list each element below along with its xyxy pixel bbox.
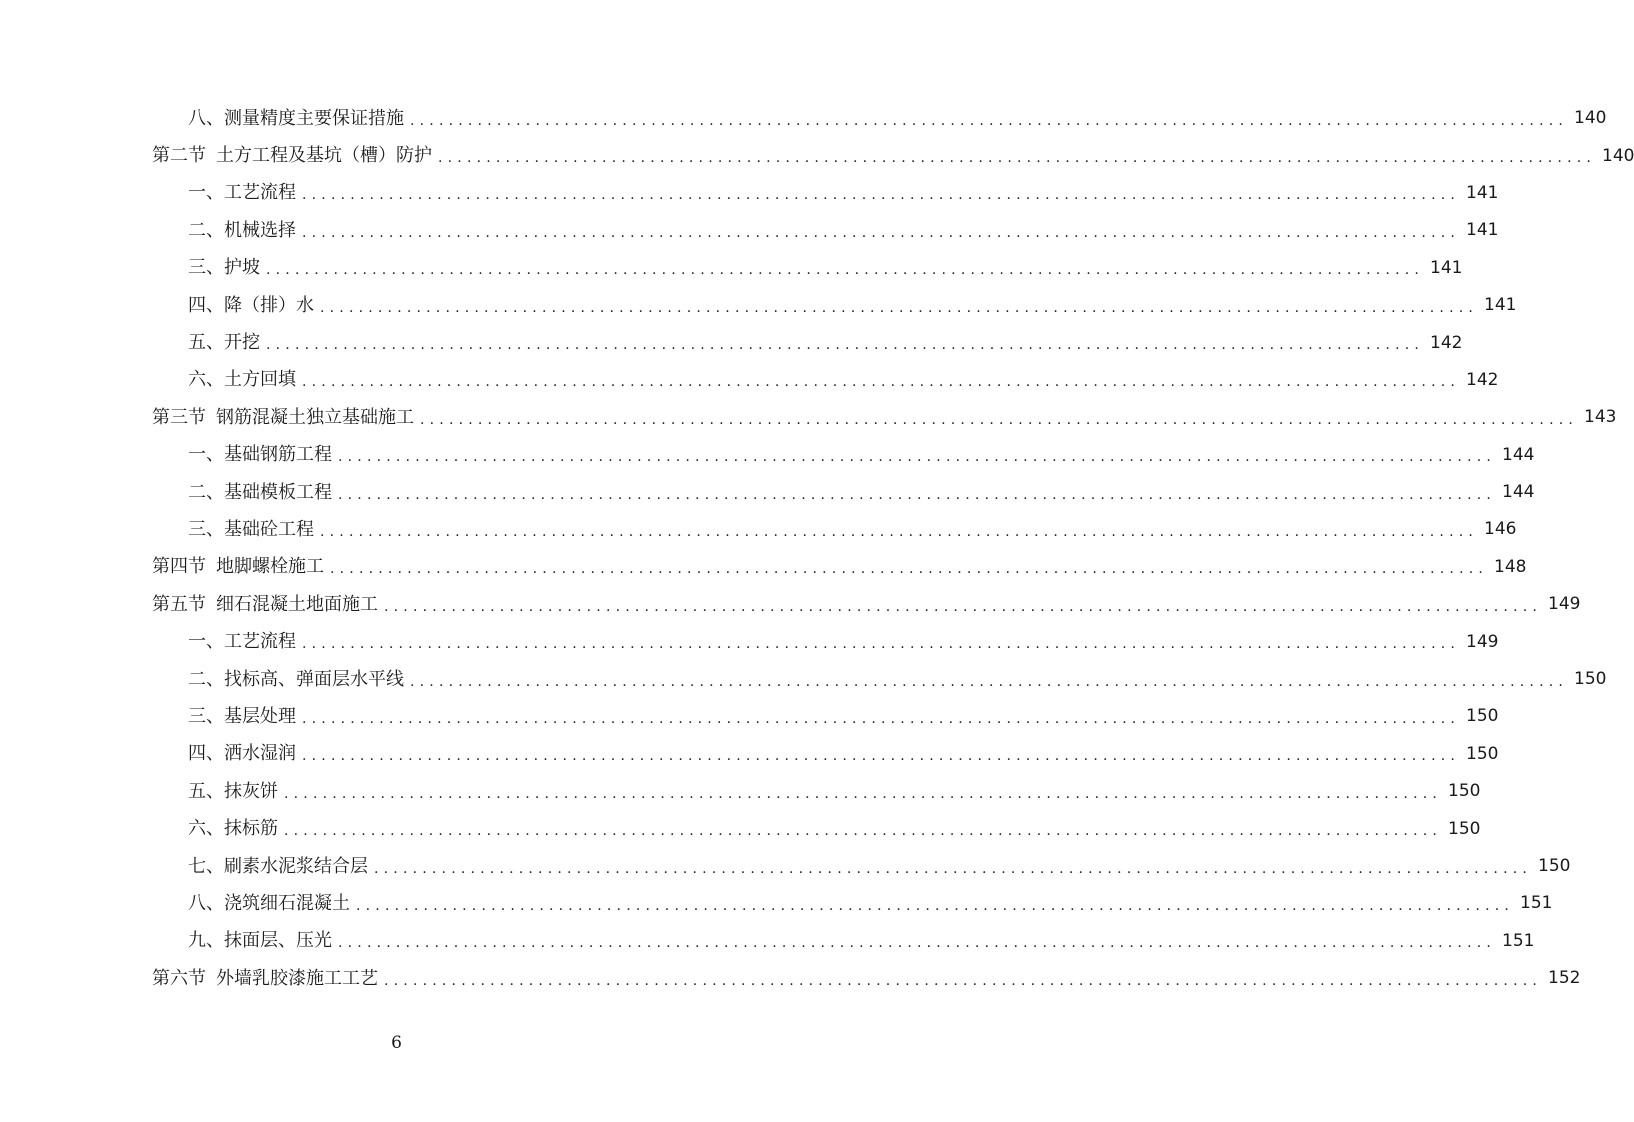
toc-dot-leader: ........................................................................................................................ bbox=[330, 561, 1489, 578]
toc-page-number: 141 bbox=[1430, 257, 1463, 278]
toc-entry-title bbox=[188, 820, 278, 838]
toc-entry-title bbox=[188, 446, 332, 464]
table-of-contents bbox=[0, 100, 1634, 997]
toc-subsection-entry[interactable] bbox=[0, 175, 1499, 212]
toc-page-number: 152 bbox=[1548, 968, 1581, 989]
toc-subsection-entry[interactable] bbox=[0, 661, 1607, 698]
toc-entry-label: 五、抹灰饼 bbox=[188, 780, 278, 802]
toc-dot-leader: ........................................................................................................................ bbox=[384, 598, 1543, 615]
toc-section-entry[interactable] bbox=[0, 586, 1581, 623]
toc-subsection-entry[interactable] bbox=[0, 848, 1571, 885]
toc-entry-title bbox=[188, 892, 350, 914]
toc-entry-label: 钢筋混凝土独立基础施工 bbox=[216, 406, 414, 428]
toc-subsection-entry[interactable] bbox=[0, 287, 1517, 324]
toc-dot-leader: ........................................................................................................................ bbox=[420, 411, 1579, 428]
toc-entry-title bbox=[188, 518, 314, 540]
toc-dot-leader: ........................................................................................................................ bbox=[266, 262, 1425, 279]
toc-dot-leader: ........................................................................................................................ bbox=[338, 486, 1497, 503]
toc-section-entry[interactable] bbox=[0, 960, 1581, 997]
toc-entry-label: 三、护坡 bbox=[188, 257, 260, 279]
toc-subsection-entry[interactable] bbox=[0, 923, 1535, 960]
toc-page-number: 149 bbox=[1548, 594, 1581, 615]
toc-entry-title bbox=[188, 294, 314, 316]
toc-entry-title bbox=[188, 481, 332, 503]
toc-page-number: 148 bbox=[1494, 556, 1527, 577]
toc-entry-title bbox=[188, 633, 296, 651]
toc-page-number: 140 bbox=[1574, 108, 1607, 129]
page-number: 6 bbox=[391, 1033, 402, 1053]
toc-page-number: 144 bbox=[1502, 444, 1535, 465]
toc-dot-leader: ........................................................................................................................ bbox=[302, 710, 1461, 727]
toc-entry-title bbox=[188, 668, 404, 690]
toc-section-number: 第二节 bbox=[152, 145, 206, 167]
toc-entry-label: 土方工程及基坑（槽）防护 bbox=[216, 145, 432, 167]
toc-page-number: 151 bbox=[1502, 930, 1535, 951]
toc-subsection-entry[interactable] bbox=[0, 885, 1553, 922]
toc-entry-title bbox=[152, 558, 324, 576]
toc-dot-leader: ........................................................................................................................ bbox=[384, 972, 1543, 989]
toc-entry-title bbox=[152, 593, 378, 615]
toc-page-number: 150 bbox=[1448, 818, 1481, 839]
toc-subsection-entry[interactable] bbox=[0, 511, 1517, 548]
toc-entry-title bbox=[188, 259, 260, 277]
toc-entry-title bbox=[188, 705, 296, 727]
toc-entry-label: 九、抹面层、压光 bbox=[188, 930, 332, 952]
toc-page-number: 144 bbox=[1502, 482, 1535, 503]
toc-entry-label: 七、刷素水泥浆结合层 bbox=[188, 855, 368, 877]
toc-subsection-entry[interactable] bbox=[0, 100, 1607, 137]
toc-page-number: 149 bbox=[1466, 631, 1499, 652]
toc-entry-label: 三、基础砼工程 bbox=[188, 518, 314, 540]
toc-dot-leader: ........................................................................................................................ bbox=[374, 860, 1533, 877]
toc-page-number: 150 bbox=[1448, 781, 1481, 802]
toc-dot-leader: ........................................................................................................................ bbox=[410, 673, 1569, 690]
toc-entry-label: 地脚螺栓施工 bbox=[216, 556, 324, 578]
toc-page-number: 142 bbox=[1430, 332, 1463, 353]
toc-entry-title bbox=[188, 107, 404, 129]
toc-entry-title bbox=[152, 406, 414, 428]
toc-entry-label: 八、测量精度主要保证措施 bbox=[188, 107, 404, 129]
toc-entry-title bbox=[188, 932, 332, 950]
toc-entry-title bbox=[188, 334, 260, 352]
toc-subsection-entry[interactable] bbox=[0, 324, 1463, 361]
toc-page-number: 141 bbox=[1466, 220, 1499, 241]
toc-entry-label: 外墙乳胶漆施工工艺 bbox=[216, 967, 378, 989]
toc-entry-label: 二、基础模板工程 bbox=[188, 481, 332, 503]
toc-page-number: 150 bbox=[1466, 743, 1499, 764]
toc-dot-leader: ........................................................................................................................ bbox=[302, 187, 1461, 204]
toc-section-number: 第三节 bbox=[152, 406, 206, 428]
toc-entry-label: 三、基层处理 bbox=[188, 705, 296, 727]
toc-dot-leader: ........................................................................................................................ bbox=[266, 337, 1425, 354]
toc-page-number: 146 bbox=[1484, 519, 1517, 540]
toc-entry-label: 六、抹标筋 bbox=[188, 818, 278, 840]
toc-subsection-entry[interactable] bbox=[0, 362, 1499, 399]
toc-entry-label: 四、降（排）水 bbox=[188, 294, 314, 316]
toc-dot-leader: ........................................................................................................................ bbox=[302, 636, 1461, 653]
toc-subsection-entry[interactable] bbox=[0, 698, 1499, 735]
toc-entry-label: 细石混凝土地面施工 bbox=[216, 593, 378, 615]
toc-dot-leader: ........................................................................................................................ bbox=[338, 449, 1497, 466]
toc-page-number: 140 bbox=[1602, 145, 1634, 166]
toc-page-number: 143 bbox=[1584, 407, 1617, 428]
toc-dot-leader: ........................................................................................................................ bbox=[338, 935, 1497, 952]
toc-section-entry[interactable] bbox=[0, 399, 1617, 436]
toc-subsection-entry[interactable] bbox=[0, 736, 1499, 773]
toc-entry-title bbox=[188, 219, 296, 241]
toc-dot-leader: ........................................................................................................................ bbox=[302, 224, 1461, 241]
toc-dot-leader: ........................................................................................................................ bbox=[438, 150, 1597, 167]
toc-page-number: 150 bbox=[1466, 706, 1499, 727]
toc-page-number: 151 bbox=[1520, 893, 1553, 914]
toc-entry-label: 二、找标高、弹面层水平线 bbox=[188, 668, 404, 690]
toc-page-number: 150 bbox=[1574, 669, 1607, 690]
toc-entry-label: 六、土方回填 bbox=[188, 369, 296, 391]
toc-dot-leader: ........................................................................................................................ bbox=[410, 112, 1569, 129]
toc-subsection-entry[interactable] bbox=[0, 212, 1499, 249]
toc-subsection-entry[interactable] bbox=[0, 437, 1535, 474]
toc-page-number: 141 bbox=[1466, 182, 1499, 203]
toc-dot-leader: ........................................................................................................................ bbox=[284, 823, 1443, 840]
toc-entry-title bbox=[152, 967, 378, 989]
toc-page-number: 150 bbox=[1538, 856, 1571, 876]
toc-entry-label: 一、工艺流程 bbox=[188, 182, 296, 204]
toc-entry-title bbox=[188, 780, 278, 802]
toc-section-entry[interactable] bbox=[0, 137, 1634, 174]
toc-entry-label: 一、工艺流程 bbox=[188, 631, 296, 653]
toc-entry-label: 二、机械选择 bbox=[188, 219, 296, 241]
toc-entry-title bbox=[188, 745, 296, 763]
toc-dot-leader: ........................................................................................................................ bbox=[320, 523, 1479, 540]
toc-dot-leader: ........................................................................................................................ bbox=[302, 374, 1461, 391]
toc-subsection-entry[interactable] bbox=[0, 623, 1499, 660]
toc-entry-label: 五、开挖 bbox=[188, 332, 260, 354]
toc-page-number: 141 bbox=[1484, 295, 1517, 316]
toc-subsection-entry[interactable] bbox=[0, 810, 1481, 847]
toc-section-number: 第五节 bbox=[152, 593, 206, 615]
toc-dot-leader: ........................................................................................................................ bbox=[356, 897, 1515, 914]
toc-entry-title bbox=[152, 147, 432, 165]
toc-subsection-entry[interactable] bbox=[0, 474, 1535, 511]
toc-entry-label: 一、基础钢筋工程 bbox=[188, 444, 332, 466]
toc-section-number: 第六节 bbox=[152, 967, 206, 989]
toc-entry-label: 八、浇筑细石混凝土 bbox=[188, 892, 350, 914]
toc-page-number: 142 bbox=[1466, 369, 1499, 390]
toc-entry-label: 四、洒水湿润 bbox=[188, 743, 296, 765]
toc-dot-leader: ........................................................................................................................ bbox=[302, 748, 1461, 765]
toc-section-number: 第四节 bbox=[152, 556, 206, 578]
toc-dot-leader: ........................................................................................................................ bbox=[284, 785, 1443, 802]
toc-entry-title bbox=[188, 371, 296, 389]
toc-section-entry[interactable] bbox=[0, 549, 1527, 586]
toc-entry-title bbox=[188, 855, 368, 877]
toc-subsection-entry[interactable] bbox=[0, 250, 1463, 287]
toc-entry-title bbox=[188, 184, 296, 202]
toc-dot-leader: ........................................................................................................................ bbox=[320, 299, 1479, 316]
toc-subsection-entry[interactable] bbox=[0, 773, 1481, 810]
